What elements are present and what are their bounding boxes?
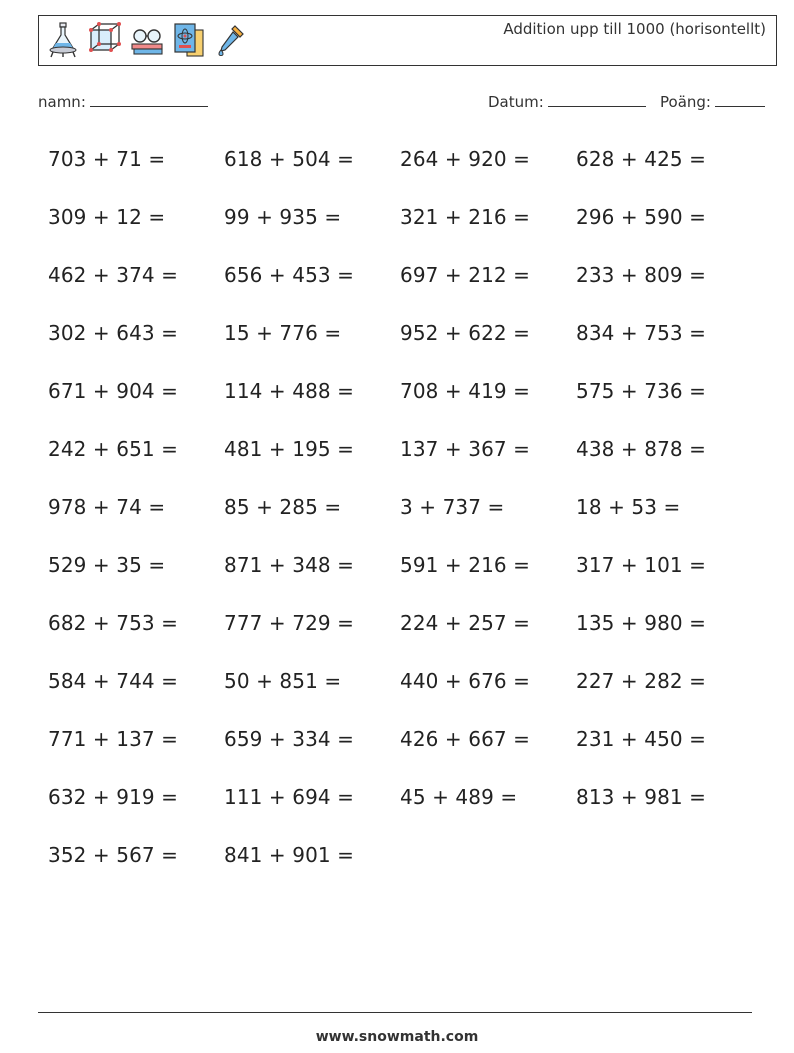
addition-problem: 302 + 643 = <box>48 321 179 345</box>
addition-problem: 771 + 137 = <box>48 727 179 751</box>
addition-problem: 352 + 567 = <box>48 843 179 867</box>
addition-problem: 871 + 348 = <box>224 553 355 577</box>
addition-problem: 317 + 101 = <box>576 553 707 577</box>
addition-problem: 426 + 667 = <box>400 727 531 751</box>
lab-flask-icon <box>45 20 81 60</box>
addition-problem: 18 + 53 = <box>576 495 681 519</box>
score-label: Poäng: <box>660 93 711 111</box>
addition-problem: 529 + 35 = <box>48 553 166 577</box>
addition-problem: 703 + 71 = <box>48 147 166 171</box>
score-field[interactable] <box>660 92 765 111</box>
addition-problem: 777 + 729 = <box>224 611 355 635</box>
worksheet-header <box>38 15 777 66</box>
addition-problem: 3 + 737 = <box>400 495 505 519</box>
addition-problem: 45 + 489 = <box>400 785 518 809</box>
addition-problem: 813 + 981 = <box>576 785 707 809</box>
addition-problem: 628 + 425 = <box>576 147 707 171</box>
addition-problem: 111 + 694 = <box>224 785 355 809</box>
addition-problem: 618 + 504 = <box>224 147 355 171</box>
addition-problem: 85 + 285 = <box>224 495 342 519</box>
glasses-books-icon <box>129 20 165 60</box>
addition-problem: 462 + 374 = <box>48 263 179 287</box>
addition-problem: 264 + 920 = <box>400 147 531 171</box>
addition-problem: 697 + 212 = <box>400 263 531 287</box>
addition-problem: 135 + 980 = <box>576 611 707 635</box>
addition-problem: 114 + 488 = <box>224 379 355 403</box>
addition-problem: 227 + 282 = <box>576 669 707 693</box>
addition-problem: 682 + 753 = <box>48 611 179 635</box>
name-blank[interactable] <box>90 92 208 107</box>
addition-problem: 296 + 590 = <box>576 205 707 229</box>
footer-site: www.snowmath.com <box>315 1029 479 1045</box>
addition-problem: 440 + 676 = <box>400 669 531 693</box>
score-blank[interactable] <box>715 92 765 107</box>
addition-problem: 309 + 12 = <box>48 205 166 229</box>
header-icons <box>45 20 249 60</box>
addition-problem: 841 + 901 = <box>224 843 355 867</box>
date-blank[interactable] <box>548 92 646 107</box>
addition-problem: 656 + 453 = <box>224 263 355 287</box>
addition-problem: 978 + 74 = <box>48 495 166 519</box>
name-field[interactable] <box>38 92 208 111</box>
addition-problem: 233 + 809 = <box>576 263 707 287</box>
addition-problem: 584 + 744 = <box>48 669 179 693</box>
addition-problem: 242 + 651 = <box>48 437 179 461</box>
addition-problem: 671 + 904 = <box>48 379 179 403</box>
addition-problem: 591 + 216 = <box>400 553 531 577</box>
addition-problem: 952 + 622 = <box>400 321 531 345</box>
addition-problem: 575 + 736 = <box>576 379 707 403</box>
addition-problem: 481 + 195 = <box>224 437 355 461</box>
pipette-icon <box>213 20 249 60</box>
footer-divider <box>38 1012 752 1013</box>
addition-problem: 99 + 935 = <box>224 205 342 229</box>
addition-problem: 834 + 753 = <box>576 321 707 345</box>
addition-problem: 321 + 216 = <box>400 205 531 229</box>
science-book-icon <box>171 20 207 60</box>
addition-problem: 50 + 851 = <box>224 669 342 693</box>
date-field[interactable] <box>488 92 646 111</box>
addition-problem: 632 + 919 = <box>48 785 179 809</box>
worksheet-title: Addition upp till 1000 (horisontellt) <box>503 20 766 38</box>
student-info-row <box>38 92 772 116</box>
date-label: Datum: <box>488 93 544 111</box>
cube-icon <box>87 20 123 60</box>
addition-problem: 438 + 878 = <box>576 437 707 461</box>
addition-problem: 224 + 257 = <box>400 611 531 635</box>
addition-problem: 659 + 334 = <box>224 727 355 751</box>
addition-problem: 137 + 367 = <box>400 437 531 461</box>
addition-problem: 231 + 450 = <box>576 727 707 751</box>
addition-problem: 708 + 419 = <box>400 379 531 403</box>
addition-problem: 15 + 776 = <box>224 321 342 345</box>
name-label: namn: <box>38 93 86 111</box>
